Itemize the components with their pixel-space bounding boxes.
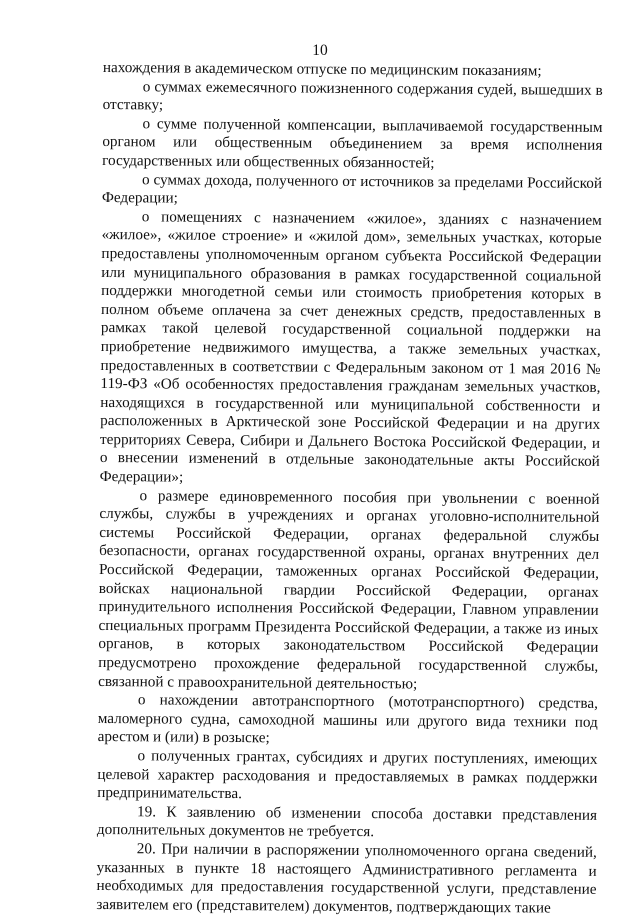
paragraph-item-19: 19. К заявлению об изменении способа доставки представления дополнительных документов не требуется. <box>96 803 598 841</box>
paragraph-compensation: о сумме полученной компенсации, выплачиваемой государственным органом или общественным объединением за время исполнения государственных или общественных обязанностей; <box>102 115 603 172</box>
paragraph-judges-allowance: о суммах ежемесячного пожизненного содержания судей, вышедших в отставку; <box>102 77 603 114</box>
page-number: 10 <box>312 42 328 59</box>
paragraph-item-20: 20. При наличии в распоряжении уполномоченного органа сведений, указанных в пункте 18 настоящего Административного регламента и необходимых для предоставления государственной услуги, представление заявителем его (представителем) документов, подтверждающих такие <box>96 840 597 917</box>
document-body <box>96 59 603 918</box>
paragraph-grants-subsidies: о полученных грантах, субсидиях и других поступлениях, имеющих целевой характер расходования и предоставляемых в рамках поддержки предпринимательства. <box>97 747 598 803</box>
paragraph-academic-leave: нахождения в академическом отпуске по медицинским показаниям; <box>102 59 542 80</box>
paragraph-foreign-income: о суммах дохода, полученного от источников за пределами Российской Федерации; <box>101 170 603 207</box>
paragraph-residential-premises: о помещениях с назначением «жилое», зданиях с назначением «жилое», «жилое строение» и «жилой дом», земельных участках, которые предоставлены уполномоченным органом субъекта Российской Федерации или муниципального образования в рамках государственной социальной поддержки многодетной семьи или стоимость приобретения которых в полном объеме оплачена за счет денежных средств, предоставленных в рамках такой целевой государственной социальной поддержки на приобретение недвижимого имущества, а также земельных участках, предоставленных в соответствии с Федеральным законом от 1 мая 2016 № 119-ФЗ «Об особенностях предоставления гражданам земельных участков, находящихся в государственной или муниципальной собственности и расположенных в Арктической зоне Российской Федерации и на других территориях Севера, Сибири и Дальнего Востока Российской Федерации, и о внесении изменений в отдельные законодательные акты Российской Федерации»; <box>99 208 602 486</box>
paragraph-vehicle-arrest: о нахождении автотранспортного (мототранспортного) средства, маломерного судна, самоходной машины или другого вида техники под арестом и (или) в розыске; <box>97 691 599 747</box>
paragraph-severance-allowance: о размере единовременного пособия при увольнении с военной службы, службы в учреждениях и органах уголовно-исполнительной системы Российской Федерации, органах федеральной службы безопасности, органах государственной охраны, органах внутренних дел Российской Федерации, таможенных органах Российской Федерации, войсках национальной гвардии Российской Федерации, органах принудительного исполнения Российской Федерации, Главном управлении специальных программ Президента Российской Федерации, а также из иных органов, в которых законодательством Российской Федерации предусмотрено прохождение федеральной государственной службы, связанной с правоохранительной деятельностью; <box>98 486 600 693</box>
